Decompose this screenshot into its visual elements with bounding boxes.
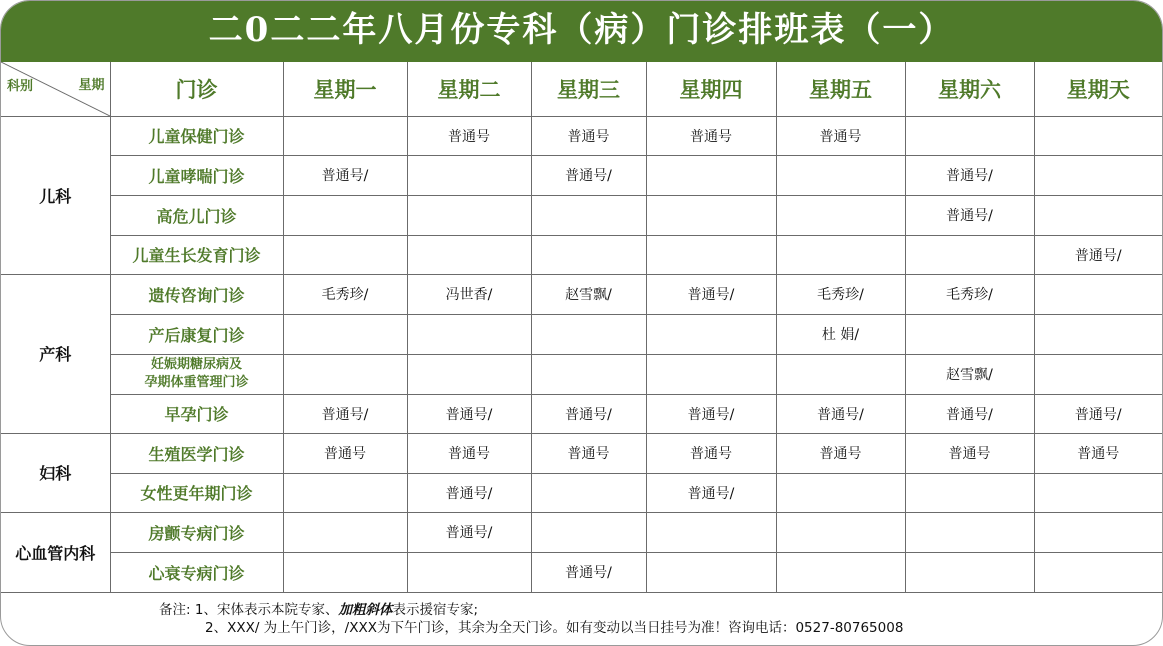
schedule-cell (646, 155, 776, 195)
schedule-cell (531, 195, 646, 235)
schedule-cell (646, 512, 776, 552)
schedule-cell (407, 155, 531, 195)
note-bold-italic: 加粗斜体 (338, 602, 393, 618)
schedule-cell: 毛秀珍/ (905, 274, 1034, 314)
schedule-cell (1034, 512, 1162, 552)
schedule-cell: 普通号/ (407, 512, 531, 552)
clinic-name-cell: 早孕门诊 (110, 394, 283, 433)
schedule-cell: 普通号/ (531, 394, 646, 433)
department-cell: 心血管内科 (1, 512, 110, 592)
department-cell: 儿科 (1, 116, 110, 274)
table-row (1, 155, 1162, 195)
clinic-name-cell: 房颤专病门诊 (110, 512, 283, 552)
schedule-cell: 普通号/ (905, 195, 1034, 235)
schedule-cell (1034, 155, 1162, 195)
clinic-name-line-1: 妊娠期糖尿病及 (150, 357, 242, 372)
schedule-cell (531, 314, 646, 354)
schedule-cell: 普通号/ (646, 394, 776, 433)
schedule-cell (283, 354, 407, 394)
schedule-cell (646, 195, 776, 235)
schedule-table (1, 62, 1162, 593)
schedule-cell: 普通号 (407, 433, 531, 473)
schedule-cell (531, 512, 646, 552)
schedule-cell: 普通号/ (407, 473, 531, 512)
schedule-cell (776, 354, 905, 394)
clinic-name-cell: 女性更年期门诊 (110, 473, 283, 512)
table-row (1, 235, 1162, 274)
schedule-cell (1034, 116, 1162, 155)
schedule-cell (776, 473, 905, 512)
schedule-cell: 普通号/ (283, 394, 407, 433)
schedule-cell: 普通号/ (776, 394, 905, 433)
schedule-cell: 普通号 (407, 116, 531, 155)
schedule-cell (1034, 314, 1162, 354)
notes (1, 592, 1162, 645)
schedule-cell: 毛秀珍/ (283, 274, 407, 314)
corner-week-label: 星期 (78, 78, 105, 93)
schedule-cell (646, 552, 776, 592)
table-row (1, 274, 1162, 314)
schedule-cell: 普通号 (531, 116, 646, 155)
table-row (1, 394, 1162, 433)
schedule-cell (531, 235, 646, 274)
schedule-cell: 普通号 (776, 116, 905, 155)
department-cell: 产科 (1, 274, 110, 433)
schedule-cell: 普通号 (283, 433, 407, 473)
note-line-2: 2、XXX/ 为上午门诊，/XXX为下午门诊，其余为全天门诊。如有变动以当日挂号为准！咨询电话：0527-80765008 (205, 620, 904, 636)
schedule-cell (905, 473, 1034, 512)
schedule-cell: 冯世香/ (407, 274, 531, 314)
schedule-cell (531, 473, 646, 512)
header-day: 星期天 (1034, 62, 1162, 116)
schedule-cell (1034, 354, 1162, 394)
note-prefix: 备注: (159, 602, 191, 618)
schedule-cell: 普通号/ (646, 473, 776, 512)
schedule-cell: 普通号 (646, 433, 776, 473)
table-row (1, 354, 1162, 394)
schedule-cell (407, 314, 531, 354)
schedule-cell: 普通号/ (283, 155, 407, 195)
schedule-cell (407, 195, 531, 235)
corner-cell (1, 62, 110, 116)
page-title: 二0二二年八月份专科（病）门诊排班表（一） (1, 1, 1162, 62)
schedule-cell (905, 552, 1034, 592)
table-row (1, 314, 1162, 354)
schedule-cell (905, 116, 1034, 155)
schedule-cell: 普通号 (531, 433, 646, 473)
clinic-name-cell: 儿童生长发育门诊 (110, 235, 283, 274)
clinic-name-cell: 遗传咨询门诊 (110, 274, 283, 314)
schedule-cell (905, 235, 1034, 274)
schedule-cell (1034, 552, 1162, 592)
schedule-cell (646, 354, 776, 394)
clinic-name-cell: 生殖医学门诊 (110, 433, 283, 473)
schedule-cell: 普通号/ (407, 394, 531, 433)
schedule-cell (283, 552, 407, 592)
table-row (1, 512, 1162, 552)
schedule-cell (646, 314, 776, 354)
schedule-cell: 普通号 (646, 116, 776, 155)
schedule-cell (646, 235, 776, 274)
schedule-cell: 普通号/ (1034, 235, 1162, 274)
header-day: 星期五 (776, 62, 905, 116)
clinic-name-cell: 儿童保健门诊 (110, 116, 283, 155)
schedule-cell: 普通号/ (1034, 394, 1162, 433)
header-day: 星期二 (407, 62, 531, 116)
clinic-name-cell: 儿童哮喘门诊 (110, 155, 283, 195)
header-clinic: 门诊 (110, 62, 283, 116)
schedule-cell (283, 195, 407, 235)
clinic-name-cell: 心衰专病门诊 (110, 552, 283, 592)
table-row (1, 433, 1162, 473)
schedule-cell (283, 314, 407, 354)
table-row (1, 552, 1162, 592)
schedule-cell: 普通号/ (646, 274, 776, 314)
clinic-name-cell: 高危儿门诊 (110, 195, 283, 235)
schedule-cell (905, 314, 1034, 354)
schedule-cell: 杜 娟/ (776, 314, 905, 354)
header-day: 星期一 (283, 62, 407, 116)
header-day: 星期四 (646, 62, 776, 116)
schedule-cell (283, 512, 407, 552)
schedule-cell (776, 235, 905, 274)
schedule-cell (283, 116, 407, 155)
schedule-cell (407, 552, 531, 592)
schedule-cell: 赵雪飘/ (531, 274, 646, 314)
clinic-name-cell: 产后康复门诊 (110, 314, 283, 354)
clinic-name-cell (110, 354, 283, 394)
schedule-cell: 毛秀珍/ (776, 274, 905, 314)
schedule-cell (1034, 473, 1162, 512)
schedule-cell: 普通号/ (905, 155, 1034, 195)
schedule-cell (1034, 195, 1162, 235)
schedule-cell: 普通号/ (905, 394, 1034, 433)
note-line-1-a: 1、宋体表示本院专家、 (194, 602, 339, 618)
header-day: 星期三 (531, 62, 646, 116)
schedule-cell (1034, 274, 1162, 314)
schedule-cell (407, 354, 531, 394)
table-row (1, 116, 1162, 155)
header-day: 星期六 (905, 62, 1034, 116)
schedule-cell (776, 512, 905, 552)
schedule-cell (776, 155, 905, 195)
schedule-cell: 普通号/ (531, 552, 646, 592)
schedule-cell (776, 552, 905, 592)
table-row (1, 195, 1162, 235)
schedule-cell (283, 235, 407, 274)
corner-dept-label: 科别 (7, 78, 34, 94)
schedule-cell (283, 473, 407, 512)
schedule-cell: 普通号 (776, 433, 905, 473)
table-row (1, 473, 1162, 512)
schedule-cell (407, 235, 531, 274)
schedule-cell (905, 512, 1034, 552)
department-cell: 妇科 (1, 433, 110, 512)
clinic-name-line-2: 孕期体重管理门诊 (144, 375, 249, 390)
schedule-cell (776, 195, 905, 235)
schedule-cell: 普通号/ (531, 155, 646, 195)
schedule-cell (531, 354, 646, 394)
schedule-cell: 普通号 (1034, 433, 1162, 473)
note-line-1 (159, 598, 478, 618)
note-line-1-b: 表示援宿专家; (392, 602, 479, 618)
header-row (1, 62, 1162, 116)
schedule-cell: 赵雪飘/ (905, 354, 1034, 394)
schedule-cell: 普通号 (905, 433, 1034, 473)
